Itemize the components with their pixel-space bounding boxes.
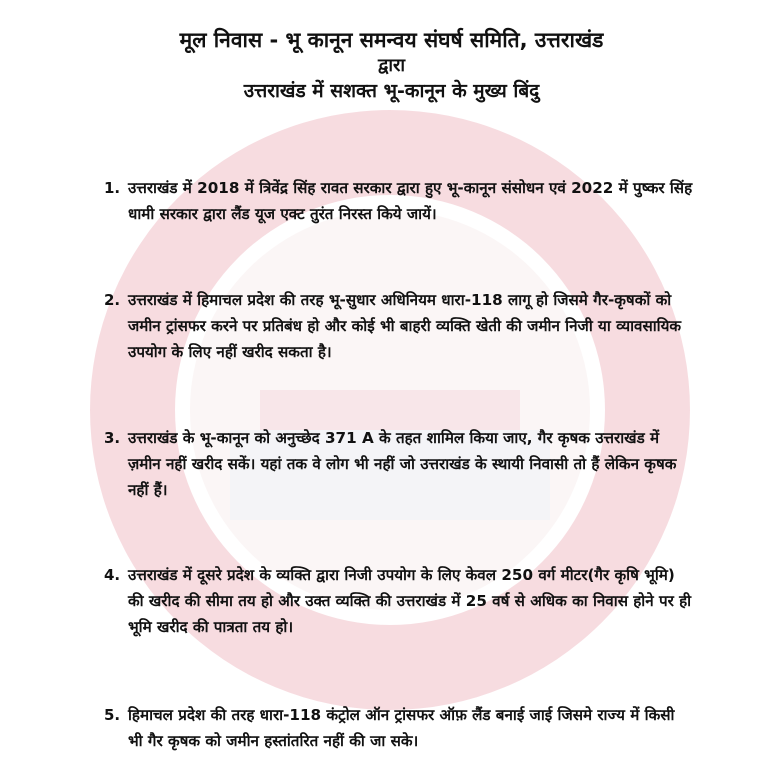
organization-title: मूल निवास - भू कानून समन्वय संघर्ष समिति, उत्तराखंड — [179, 28, 604, 52]
list-item-text: उत्तराखंड के भू-कानून को अनुच्छेद 371 A के तहत शामिल किया जाए, गैर कृषक उत्तराखंड में ज़मीन नहीं खरीद सकें। यहां तक वे लोग भी नहीं जो उत्तराखंड के स्थायी निवासी तो हैं लेकिन कृषक नहीं हैं। — [128, 429, 677, 499]
list-item-text: उत्तराखंड में हिमाचल प्रदेश की तरह भू-सुधार अधिनियम धारा-118 लागू हो जिसमे गैर-कृषकों को जमीन ट्रांसफर करने पर प्रतिबंध हो और कोई भी बाहरी व्यक्ति खेती की जमीन निजी या व्यावसायिक उपयोग के लिए नहीं खरीद सकता है। — [128, 291, 682, 361]
list-item — [104, 287, 694, 365]
list-item — [104, 425, 694, 503]
list-item — [104, 702, 694, 754]
list-item-number: 3. — [104, 429, 121, 447]
list-item-text: उत्तराखंड में 2018 में त्रिवेंद्र सिंह रावत सरकार द्वारा हुए भू-कानून संसोधन एवं 2022 में पुष्कर सिंह धामी सरकार द्वारा लैंड यूज एक्ट तुरंत निरस्त किये जायें। — [128, 179, 693, 223]
document-subtitle: उत्तराखंड में सशक्त भू-कानून के मुख्य बिंदु — [243, 80, 540, 102]
list-item-number: 1. — [104, 179, 121, 197]
list-item-number: 4. — [104, 566, 121, 584]
list-item-number: 2. — [104, 291, 121, 309]
list-item — [104, 562, 694, 640]
list-item — [104, 175, 694, 227]
by-line: द्वारा — [377, 55, 406, 76]
list-item-text: हिमाचल प्रदेश की तरह धारा-118 कंट्रोल ऑन ट्रांसफर ऑफ़ लैंड बनाई जाई जिसमे राज्य में किसी भी गैर कृषक को जमीन हस्तांतरित नहीं की जा सके। — [128, 706, 675, 750]
list-item-text: उत्तराखंड में दूसरे प्रदेश के व्यक्ति द्वारा निजी उपयोग के लिए केवल 250 वर्ग मीटर(गैर कृषि भूमि) की खरीद की सीमा तय हो और उक्त व्यक्ति की उत्तराखंड में 25 वर्ष से अधिक का निवास होने पर ही भूमि खरीद की पात्रता तय हो। — [128, 566, 692, 636]
list-item-number: 5. — [104, 706, 121, 724]
